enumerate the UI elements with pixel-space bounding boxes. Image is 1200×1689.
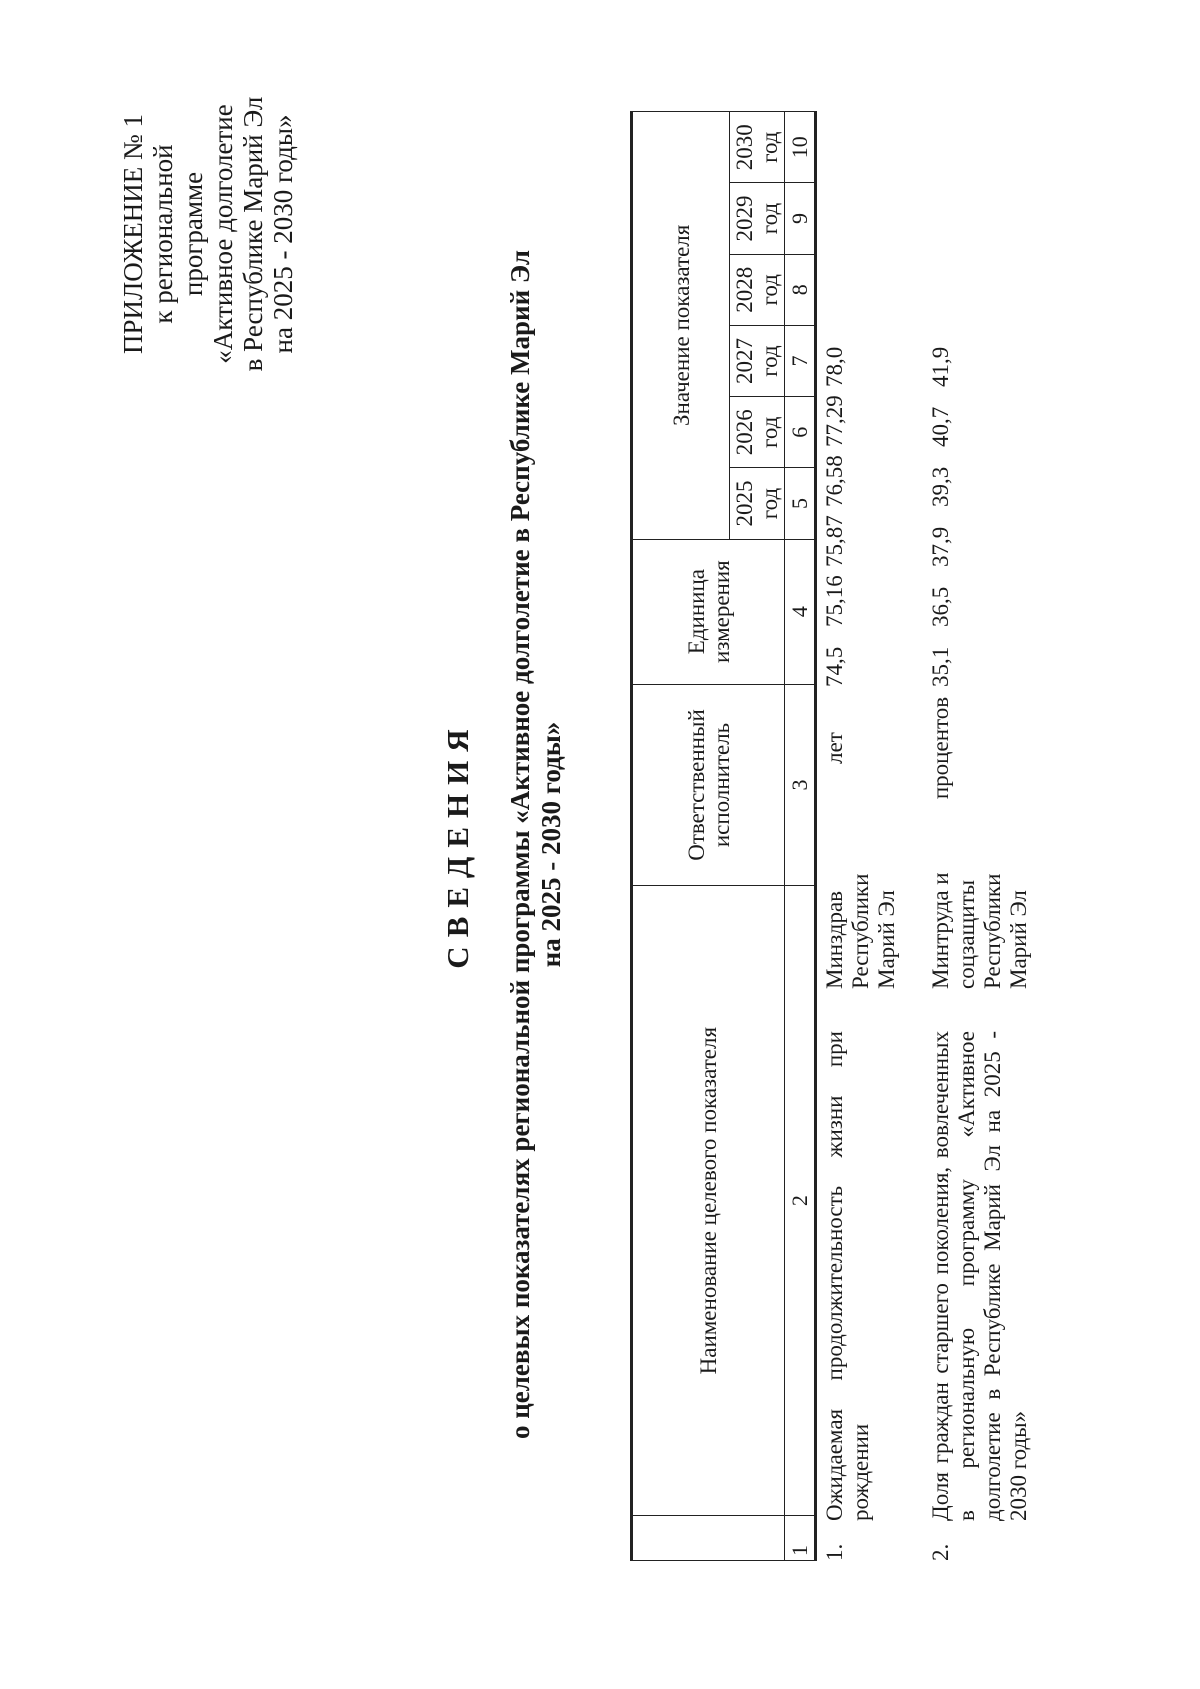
header-year-2026: 2026 год	[730, 397, 785, 468]
appendix-line-5: на 2025 - 2030 годы»	[268, 114, 298, 354]
header-unit: Единица измерения	[632, 539, 785, 684]
subtitle-line-1: о целевых показателях региональной программы «Активное долголетие в Республике Марий Эл	[505, 250, 535, 1440]
value-2026: 75,16	[822, 575, 847, 627]
header-year-2030: 2030 год	[730, 112, 785, 183]
header-year-2027: 2027 год	[730, 325, 785, 396]
executor: Минздрав Республики Марий Эл	[822, 873, 899, 989]
appendix-header	[118, 84, 298, 384]
header-year-2029: 2029 год	[730, 183, 785, 254]
document-subtitle	[505, 0, 567, 1689]
row-number: 2.	[928, 1543, 953, 1561]
appendix-number: ПРИЛОЖЕНИЕ № 1	[118, 113, 148, 355]
executor: Минтруда и соцзащиты Республики Марий Эл	[928, 872, 1031, 989]
header-number-cell	[632, 1515, 785, 1560]
header-value-group: Значение показателя	[632, 112, 730, 540]
indicators-table-header	[630, 111, 817, 1561]
column-number-2: 2	[785, 886, 816, 1515]
column-number-9: 9	[785, 183, 816, 254]
unit: лет	[822, 732, 847, 764]
unit: процентов	[928, 696, 953, 800]
value-2025: 74,5	[822, 646, 847, 687]
value-2025: 35,1	[928, 646, 953, 687]
value-2027: 37,9	[928, 526, 953, 567]
indicator-name: Доля граждан старшего поколения, вовлеченных в региональную программу «Активное долголетие в Республике Марий Эл на 2025 - 2030 годы»	[928, 1031, 1031, 1521]
indicator-name: Ожидаемая продолжительность жизни при рождении	[822, 1031, 873, 1521]
header-year-2028: 2028 год	[730, 254, 785, 325]
appendix-line-2: к региональной программе	[148, 144, 208, 324]
appendix-line-3: «Активное долголетие	[208, 104, 238, 364]
value-2026: 36,5	[928, 586, 953, 627]
appendix-line-4: в Республике Марий Эл	[238, 96, 268, 372]
subtitle-line-2: на 2025 - 2030 годы»	[536, 721, 566, 968]
value-2030: 41,9	[928, 346, 953, 387]
document-title: СВЕДЕНИЯ	[440, 720, 475, 969]
value-2028: 76,58	[822, 455, 847, 507]
value-2029: 77,29	[822, 395, 847, 447]
header-year-2025: 2025 год	[730, 468, 785, 539]
column-number-5: 5	[785, 468, 816, 539]
column-number-8: 8	[785, 254, 816, 325]
value-2029: 40,7	[928, 406, 953, 447]
header-indicator-name: Наименование целевого показателя	[632, 886, 785, 1515]
value-2030: 78,0	[822, 346, 847, 387]
column-number-10: 10	[785, 112, 816, 183]
column-number-7: 7	[785, 325, 816, 396]
header-executor: Ответственный исполнитель	[632, 684, 785, 886]
column-number-3: 3	[785, 684, 816, 886]
value-2028: 39,3	[928, 466, 953, 507]
row-number: 1.	[822, 1543, 847, 1561]
column-number-4: 4	[785, 539, 816, 684]
column-number-1: 1	[785, 1515, 816, 1560]
column-number-6: 6	[785, 397, 816, 468]
value-2027: 75,87	[822, 515, 847, 567]
